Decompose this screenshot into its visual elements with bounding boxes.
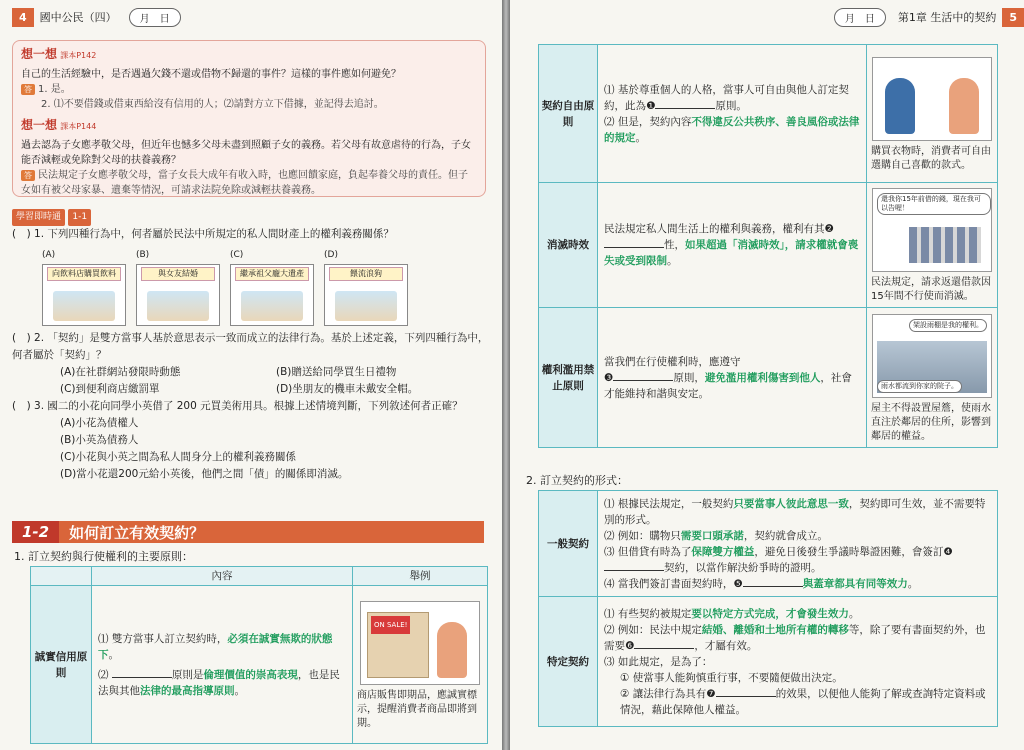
example-description: 商店販售即期品，應誠實標示，提醒消費者商品即將到期。 xyxy=(357,689,477,729)
column-header: 舉例 xyxy=(353,567,488,586)
row-header: 一般契約 xyxy=(539,491,598,597)
text: ⑴ 雙方當事人訂立契約時， xyxy=(98,632,228,645)
text: 的效果，以便他人能夠了解或查詢特定資料或情況，藉此保障他人權益。 xyxy=(620,687,986,716)
book-gutter xyxy=(502,0,510,750)
row-header: 權利濫用禁止原則 xyxy=(539,308,598,448)
think-title: 想一想 xyxy=(21,118,58,132)
right-page xyxy=(510,0,1024,750)
text: 原則。 xyxy=(715,99,747,112)
subheading: 1. 訂立契約與行使權利的主要原則： xyxy=(14,550,193,563)
date-box: 月 日 xyxy=(129,8,181,27)
text: ⑷ 當我們簽訂書面契約時， xyxy=(604,577,734,590)
highlight: 需要口頭承諾 xyxy=(680,529,744,542)
text: 性， xyxy=(664,239,685,251)
highlight: 保障雙方權益 xyxy=(691,545,755,558)
highlight: 不得違反公共秩序、善良風俗或法律的規定 xyxy=(604,115,860,144)
example-cell xyxy=(353,586,488,744)
example-description: 民法規定，請求返還借款因15年間不行使而消滅。 xyxy=(871,277,991,302)
fill-blank[interactable] xyxy=(716,696,776,697)
text: ⑵ 例如：購物只 xyxy=(604,529,681,542)
text: ⑵ xyxy=(98,668,112,681)
fill-blank[interactable] xyxy=(743,586,803,587)
left-header xyxy=(12,0,187,34)
chapter-title: 第1章 生活中的契約 xyxy=(897,11,997,24)
column-header: 內容 xyxy=(92,567,353,586)
option-a[interactable] xyxy=(42,247,126,326)
text: ① 使當事人能夠慎重行事，不要隨便做出決定。 xyxy=(620,671,843,684)
option: (B)小英為債務人 xyxy=(60,434,139,446)
option: (D)坐朋友的機車未戴安全帽。 xyxy=(276,383,419,395)
answer-line: 1. 是。 xyxy=(38,84,71,95)
text: 等，除了要有書面契約外，也需要 xyxy=(604,623,986,652)
content-cell xyxy=(598,45,867,183)
think-box xyxy=(12,40,486,197)
illustration xyxy=(241,291,303,321)
sale-sign: ON SALE! xyxy=(371,616,410,634)
textbook-ref: 課本P144 xyxy=(60,122,97,131)
illustration xyxy=(53,291,115,321)
picture-caption: 餵流浪狗 xyxy=(329,267,403,281)
option: (C)小花與小英之間為私人間身分上的權利義務關係 xyxy=(60,451,297,463)
text: 當我們在行使權利時，應遵守 xyxy=(604,355,741,368)
highlight: 只要當事人彼此意思一致 xyxy=(733,497,849,510)
row-header: 誠實信用原則 xyxy=(31,586,92,744)
answer-label: 答 xyxy=(21,170,35,181)
think-question: 過去認為子女應孝敬父母，但近年也憾多父母未盡到照顧子女的義務。若父母有故意虐待的行為，子女能否減輕或免除對父母的扶養義務？ xyxy=(21,140,471,166)
subheading: 2. 訂立契約的形式： xyxy=(526,474,628,487)
highlight: 與蓋章都具有同等效力 xyxy=(802,577,908,590)
option: (A)小花為債權人 xyxy=(60,417,139,429)
highlight: 倫理價值的崇高表現 xyxy=(203,668,298,681)
question-1-pictures xyxy=(42,247,492,326)
fill-blank[interactable] xyxy=(655,108,715,109)
text: 。 xyxy=(667,255,678,267)
answer-text: 民法規定子女應孝敬父母，當子女長大成年有收入時，也應回饋家庭，負起奉養父母的責任。但子女如有被父母家暴、遺棄等情況，可請求法院免除或減輕扶養義務。 xyxy=(21,170,468,196)
question-1: ( ) 1. 下列四種行為中，何者屬於民法中所規定的私人間財產上的權利義務關係？ xyxy=(12,228,394,240)
fill-blank[interactable] xyxy=(634,648,694,649)
text: 原則， xyxy=(673,371,705,384)
section-number: 1-2 xyxy=(12,521,59,543)
answer-label: 答 xyxy=(21,84,35,95)
blank-number: ❷ xyxy=(824,223,834,235)
fill-blank[interactable] xyxy=(604,570,664,571)
text: ⑵ 但是，契約內容 xyxy=(604,115,692,128)
highlight: 必須在誠實無欺的狀態下 xyxy=(98,632,333,661)
option-letter: (D) xyxy=(324,250,338,260)
answer-line: 2. ⑴不要借錢或借東西給沒有信用的人；⑵請對方立下借據，並記得去追討。 xyxy=(41,99,384,110)
row-header: 消滅時效 xyxy=(539,183,598,308)
text: 。 xyxy=(108,648,119,661)
date-box: 月 日 xyxy=(834,8,886,27)
row-header: 特定契約 xyxy=(539,597,598,727)
contract-forms-table xyxy=(538,490,998,727)
fill-blank[interactable] xyxy=(112,677,172,678)
right-header xyxy=(828,0,1024,34)
text: ，才屬有效。 xyxy=(694,639,758,652)
option-b[interactable] xyxy=(136,247,220,326)
page-number: 5 xyxy=(1002,8,1024,27)
content-cell xyxy=(598,597,998,727)
option: (B)贈送給同學買生日禮物 xyxy=(276,366,397,378)
blank-number: ❺ xyxy=(733,577,743,590)
text: ⑴ 有些契約被規定 xyxy=(604,607,692,620)
court-illustration xyxy=(872,188,992,272)
example-cell xyxy=(867,183,998,308)
page-number: 4 xyxy=(12,8,34,27)
blank-number: ❹ xyxy=(943,545,953,558)
example-cell xyxy=(867,308,998,448)
store-illustration xyxy=(360,601,480,685)
text: ，契約即可生效，並不需要特別的形式。 xyxy=(604,497,986,526)
fill-blank[interactable] xyxy=(613,380,673,381)
option-d[interactable] xyxy=(324,247,408,326)
illustration xyxy=(147,291,209,321)
question-2: ( ) 2. 「契約」是雙方當事人基於意思表示一致而成立的法律行為。基於上述定義，下列四種行為中，何者屬於「契約」？ xyxy=(12,332,489,361)
row-header: 契約自由原則 xyxy=(539,45,598,183)
table-corner xyxy=(31,567,92,586)
textbook-ref: 課本P142 xyxy=(60,51,97,60)
text: ，也是民法與其他 xyxy=(98,668,340,697)
option-letter: (A) xyxy=(42,250,56,260)
blank-number: ❶ xyxy=(646,99,656,112)
highlight: 結婚、離婚和土地所有權的轉移 xyxy=(701,623,849,636)
clothing-shop-illustration xyxy=(872,57,992,141)
fill-blank[interactable] xyxy=(604,247,664,248)
think-question: 自己的生活經驗中，是否遇過欠錢不還或借物不歸還的事件？這樣的事件應如何避免？ xyxy=(21,69,401,80)
picture-caption: 向飲料店購買飲料 xyxy=(47,267,121,281)
section-header xyxy=(12,521,484,543)
left-page xyxy=(0,0,502,750)
option-picture xyxy=(136,264,220,326)
text: ⑶ 如此規定，是為了： xyxy=(604,655,713,668)
content-cell xyxy=(598,491,998,597)
example-cell xyxy=(867,45,998,183)
crowd-figures xyxy=(909,227,981,263)
option: (A)在社群網站發限時動態 xyxy=(60,366,181,378)
highlight: 避免濫用權利傷害到他人 xyxy=(704,371,821,384)
illustration xyxy=(335,291,397,321)
example-description: 屋主不得設置屋簷，使雨水直注於鄰居的住所，影響到鄰居的權益。 xyxy=(871,402,991,442)
principles-table xyxy=(30,566,488,744)
principles-table-continued xyxy=(538,44,998,448)
text: 原則是 xyxy=(171,668,204,681)
option-letter: (B) xyxy=(136,250,150,260)
text: ② 讓法律行為具有 xyxy=(620,687,707,700)
text: ，社會才能維持和諧與安定。 xyxy=(604,371,852,400)
example-description: 購買衣物時，消費者可自由選購自己喜歡的款式。 xyxy=(871,145,991,171)
blank-number: ❸ xyxy=(604,371,614,384)
option-letter: (C) xyxy=(230,250,244,260)
text: 。 xyxy=(635,131,646,144)
text: ⑴ 基於尊重個人的人格，當事人可自由與他人訂定契約，此為 xyxy=(604,83,849,112)
highlight: 如果超過「消滅時效」，請求權就會喪失或受到限制 xyxy=(604,239,859,267)
text: 契約，以當作解決紛爭時的證明。 xyxy=(664,561,822,574)
option: (C)到便利商店繳罰單 xyxy=(60,383,160,395)
book-title: 國中公民（四） xyxy=(39,11,117,24)
speech-bubble: 架設雨棚是我的權利。 xyxy=(909,319,987,332)
customer-figure xyxy=(885,78,915,134)
highlight: 法律的最高指導原則 xyxy=(140,684,235,697)
think-title: 想一想 xyxy=(21,47,58,61)
option-picture xyxy=(324,264,408,326)
content-cell xyxy=(598,308,867,448)
option-picture xyxy=(42,264,126,326)
text: 。 xyxy=(848,607,860,620)
blank-number: ❻ xyxy=(625,639,635,652)
option-c[interactable] xyxy=(230,247,314,326)
speech-bubble: 還我你15年前借的錢，現在我可以告喔！ xyxy=(877,193,991,215)
shopper-figure xyxy=(437,622,467,678)
practice-section xyxy=(12,208,492,483)
text: ，避免日後發生爭議時舉證困難，會簽訂 xyxy=(754,545,944,558)
picture-caption: 繼承祖父龐大遺產 xyxy=(235,267,309,281)
option-picture xyxy=(230,264,314,326)
practice-badge: 學習即時通 xyxy=(12,209,65,226)
highlight: 要以特定方式完成，才會發生效力 xyxy=(691,607,849,620)
text: 。 xyxy=(907,577,919,590)
text: ⑴ 根據民法規定，一般契約 xyxy=(604,497,734,510)
blank-number: ❼ xyxy=(706,687,716,700)
content-cell xyxy=(92,586,353,744)
section-title: 如何訂立有效契約？ xyxy=(69,523,205,542)
picture-caption: 與女友結婚 xyxy=(141,267,215,281)
text: ，契約就會成立。 xyxy=(743,529,828,542)
option: (D)當小花還200元給小英後，他們之間「債」的關係即消滅。 xyxy=(60,468,349,480)
practice-badge-num: 1-1 xyxy=(68,209,91,226)
clerk-figure xyxy=(949,78,979,134)
content-cell xyxy=(598,183,867,308)
speech-bubble: 雨水都流到你家的院子。 xyxy=(877,380,962,393)
text: 民法規定私人間生活上的權利與義務，權利有其 xyxy=(604,223,825,235)
rain-eaves-illustration xyxy=(872,314,992,398)
text: 。 xyxy=(234,684,245,697)
text: ⑶ 但借貸有時為了 xyxy=(604,545,692,558)
question-3: ( ) 3. 國二的小花向同學小英借了 200 元買美術用具。根據上述情境判斷，下列敘述何者正確？ xyxy=(12,400,463,412)
text: ⑵ 例如：民法中規定 xyxy=(604,623,702,636)
